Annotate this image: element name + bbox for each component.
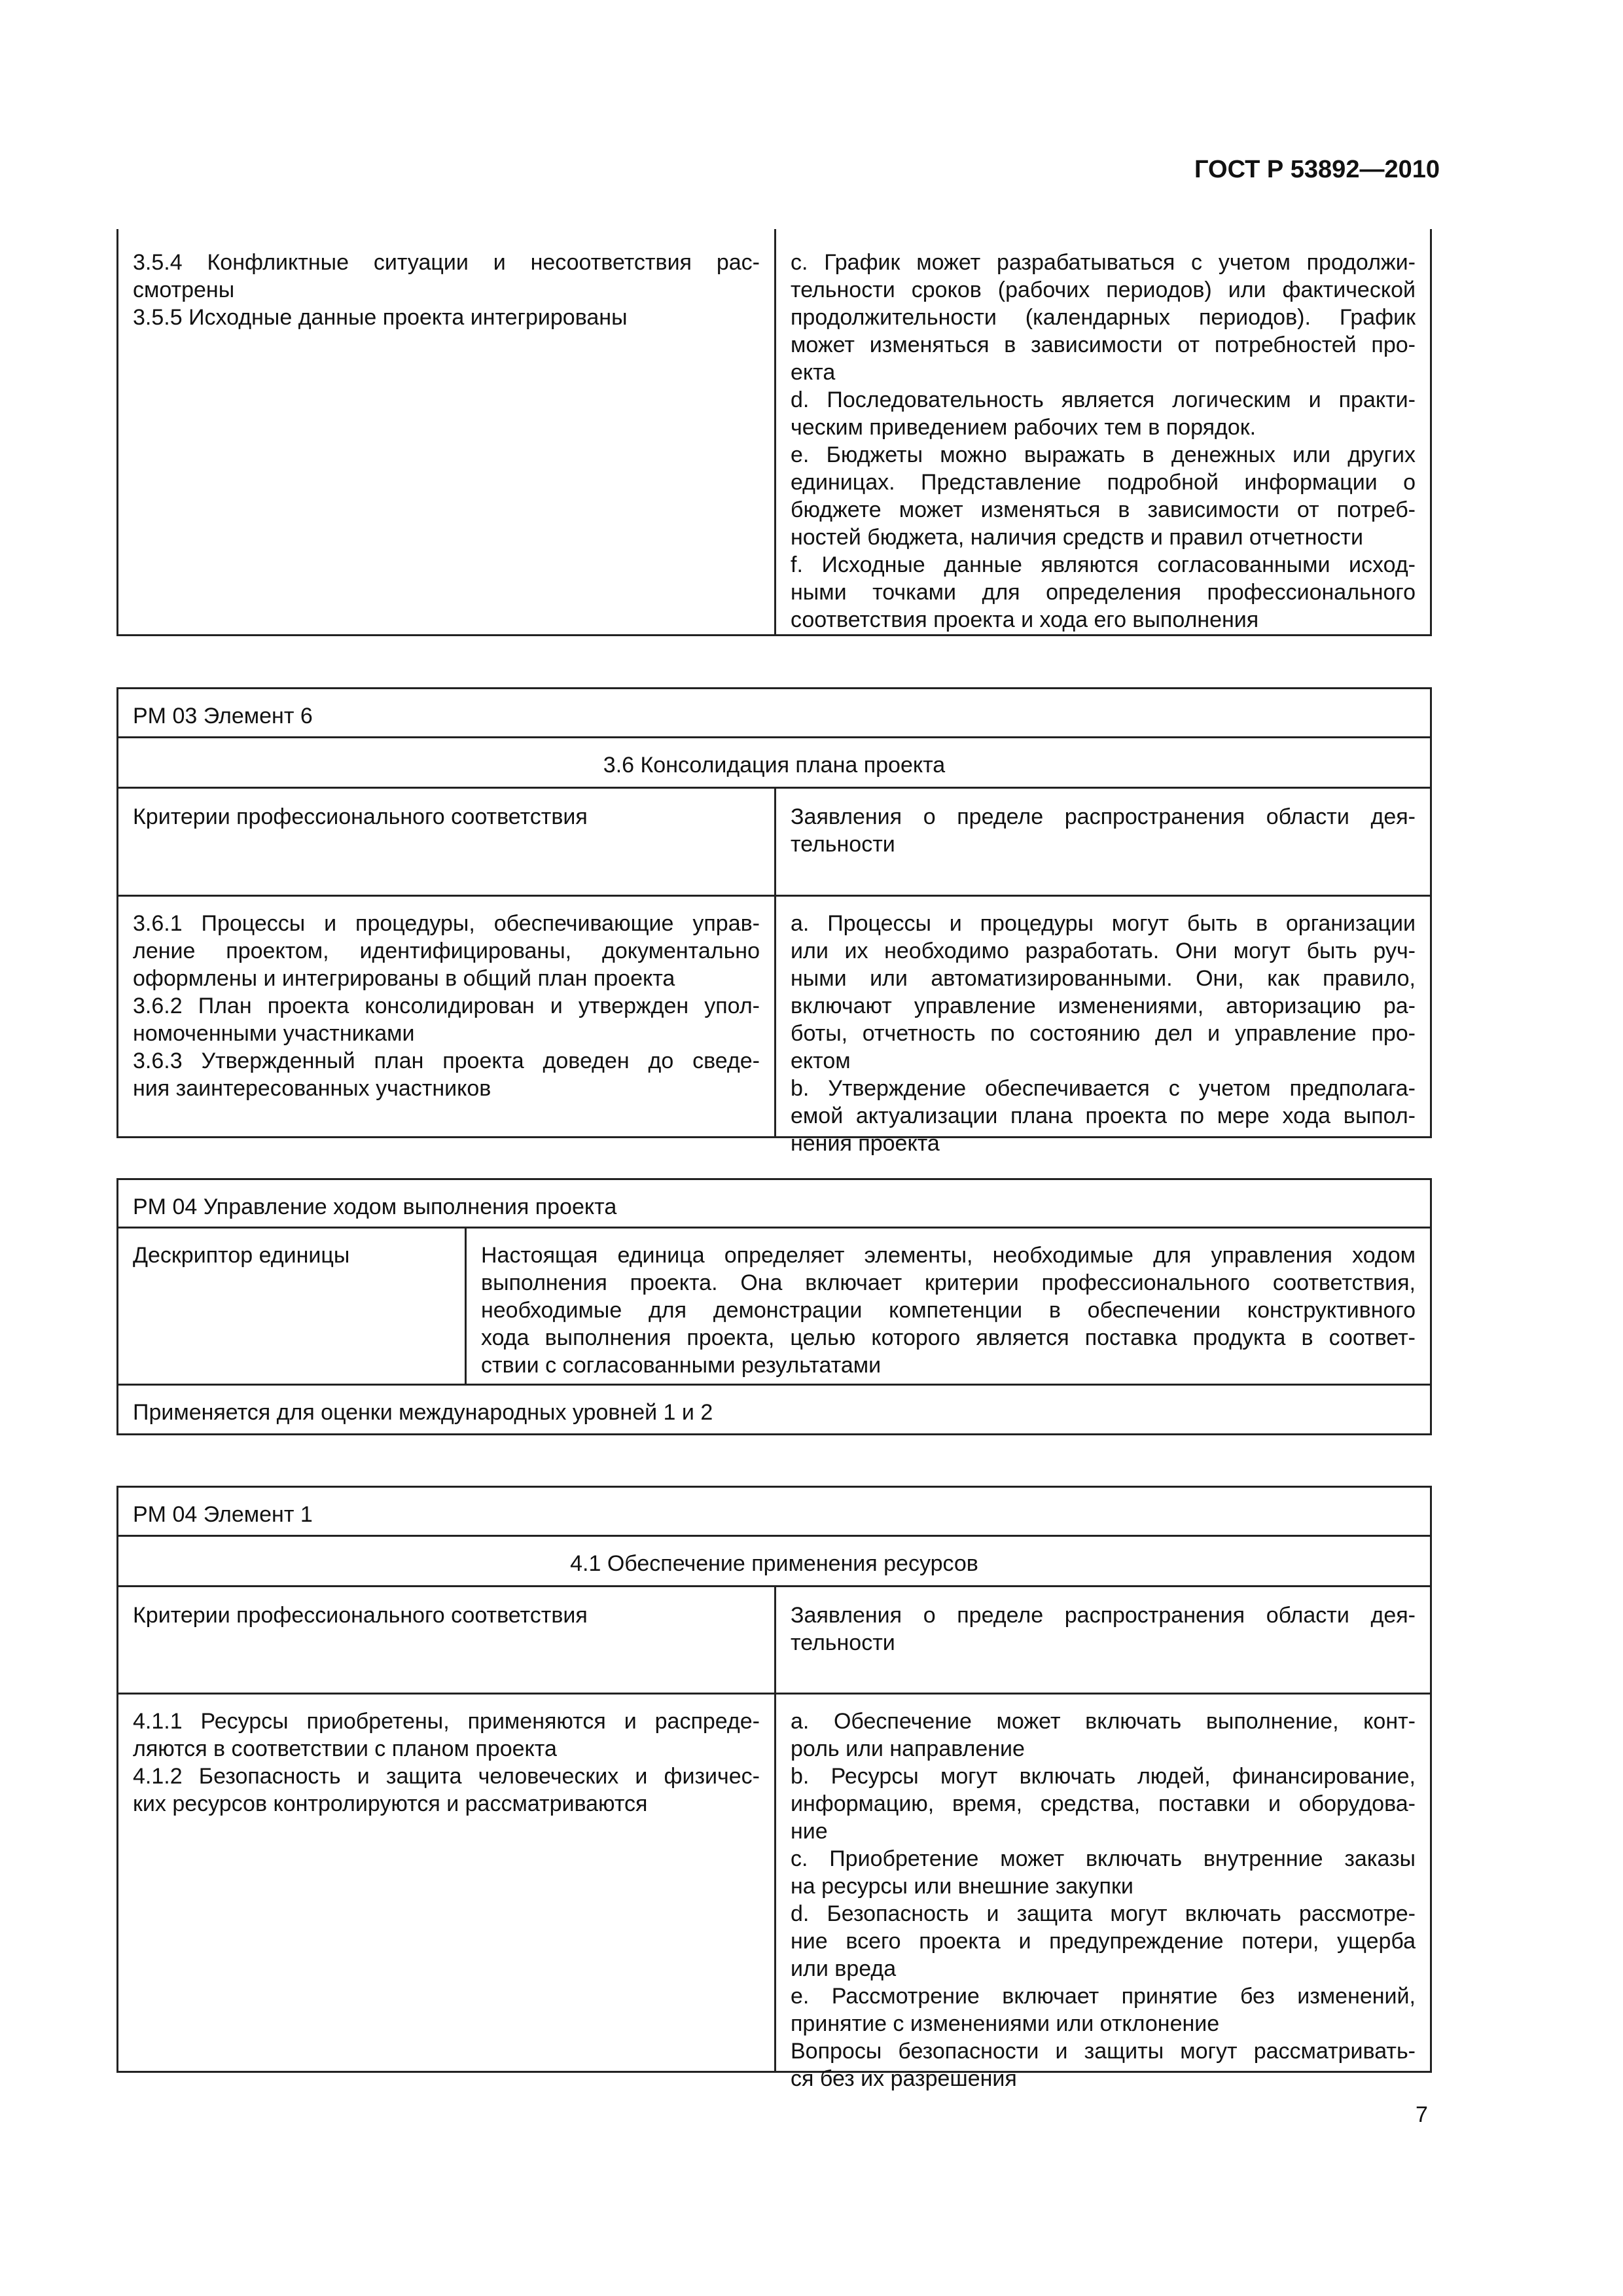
element-title-row xyxy=(116,687,1432,738)
text-line: ся без их разрешения xyxy=(791,2066,1017,2091)
scope-header-cell xyxy=(774,789,1432,897)
text-line: d. Последовательность является логическим и практи- xyxy=(791,387,1416,412)
text-line: необходимые для демонстрации компетенции в обеспечении конструктивного xyxy=(481,1298,1416,1323)
text-line: выполнения проекта. Она включает критерии профессионального соответствия, xyxy=(481,1270,1416,1295)
text-line: Заявления о пределе распространения области дея- xyxy=(791,1603,1416,1628)
criteria-header: Критерии профессионального соответствия xyxy=(133,804,588,829)
text-line: ляются в соответствии с планом проекта xyxy=(133,1736,557,1761)
text-line: 3.6.2 План проекта консолидирован и утвержден упол- xyxy=(133,994,760,1018)
text-line: ектом xyxy=(791,1049,851,1073)
unit-title: PM 04 Управление ходом выполнения проекта xyxy=(133,1194,617,1219)
criteria-header-cell xyxy=(116,1587,774,1695)
text-line: боты, отчетность по состоянию дел и управление про- xyxy=(791,1021,1416,1046)
text-line: принятие с изменениями или отклонение xyxy=(791,2011,1220,2036)
text-line: e. Рассмотрение включает принятие без изменений, xyxy=(791,1984,1416,2009)
scope-cell xyxy=(774,897,1432,1156)
element-subtitle-row xyxy=(116,1537,1432,1587)
text-line: 3.5.5 Исходные данные проекта интегрированы xyxy=(133,305,628,330)
text-line: ными или автоматизированными. Они, как правило, xyxy=(791,966,1416,991)
text-line: 4.1.2 Безопасность и защита человеческих и физичес- xyxy=(133,1764,760,1789)
text-line: Заявления о пределе распространения области дея- xyxy=(791,804,1416,829)
criteria-cell xyxy=(116,229,774,636)
element-subtitle: 4.1 Обеспечение применения ресурсов xyxy=(570,1551,978,1576)
text-line: или их необходимо разработать. Они могут быть руч- xyxy=(791,939,1416,963)
descriptor-label-cell xyxy=(116,1229,465,1386)
text-line: или вреда xyxy=(791,1956,897,1981)
text-line: бюджете может изменяться в зависимости от потреб- xyxy=(791,497,1416,522)
document-header: ГОСТ Р 53892—2010 xyxy=(1194,156,1440,183)
text-line: ными точками для определения профессионального xyxy=(791,580,1416,605)
descriptor-cell xyxy=(465,1229,1432,1386)
element-subtitle-row xyxy=(116,738,1432,789)
scope-header xyxy=(791,803,1416,858)
text-line: соответствия проекта и хода его выполнения xyxy=(791,607,1259,632)
element-title-row xyxy=(116,1486,1432,1537)
text-line: тельности сроков (рабочих периодов) или фактической xyxy=(791,278,1416,302)
text-line: ние всего проекта и предупреждение потери, ущерба xyxy=(791,1929,1416,1954)
criteria-text xyxy=(133,249,760,331)
scope-text xyxy=(791,1708,1416,2092)
scope-text xyxy=(791,910,1416,1157)
text-line: c. Приобретение может включать внутренние заказы xyxy=(791,1846,1416,1871)
text-line: e. Бюджеты можно выражать в денежных или других xyxy=(791,442,1416,467)
text-line: 3.6.3 Утвержденный план проекта доведен до сведе- xyxy=(133,1049,760,1073)
element-title: PM 03 Элемент 6 xyxy=(133,704,313,728)
descriptor-label: Дескриптор единицы xyxy=(133,1243,350,1268)
text-line: тельности xyxy=(791,832,895,857)
element-title: PM 04 Элемент 1 xyxy=(133,1502,313,1527)
scope-text xyxy=(791,249,1416,634)
criteria-header: Критерии профессионального соответствия xyxy=(133,1603,588,1628)
text-line: a. Процессы и процедуры могут быть в организации xyxy=(791,911,1416,936)
text-line: хода выполнения проекта, целью которого является поставка продукта в соответ- xyxy=(481,1325,1416,1350)
text-line: ностей бюджета, наличия средств и правил отчетности xyxy=(791,525,1363,550)
scope-header-cell xyxy=(774,1587,1432,1695)
text-line: екта xyxy=(791,360,836,385)
text-line: ние xyxy=(791,1819,828,1844)
text-line: может изменяться в зависимости от потребностей про- xyxy=(791,332,1416,357)
text-line: ление проектом, идентифицированы, документально xyxy=(133,939,760,963)
text-line: b. Ресурсы могут включать людей, финансирование, xyxy=(791,1764,1416,1789)
text-line: Настоящая единица определяет элементы, необходимые для управления ходом xyxy=(481,1243,1416,1268)
criteria-cell xyxy=(116,897,774,1138)
page-number: 7 xyxy=(1416,2102,1428,2127)
criteria-text xyxy=(133,1708,760,1818)
applies-text: Применяется для оценки международных уровней 1 и 2 xyxy=(133,1400,713,1425)
text-line: роль или направление xyxy=(791,1736,1025,1761)
text-line: ческим приведением рабочих тем в порядок. xyxy=(791,415,1257,440)
text-line: включают управление изменениями, авторизацию ра- xyxy=(791,994,1416,1018)
unit-title-row xyxy=(116,1178,1432,1229)
text-line: b. Утверждение обеспечивается с учетом предполага- xyxy=(791,1076,1416,1101)
criteria-header-cell xyxy=(116,789,774,897)
text-line: информацию, время, средства, поставки и оборудова- xyxy=(791,1791,1416,1816)
text-line: Вопросы безопасности и защиты могут рассматривать- xyxy=(791,2039,1416,2064)
scope-header xyxy=(791,1602,1416,1657)
text-line: ния заинтересованных участников xyxy=(133,1076,491,1101)
applies-row xyxy=(116,1386,1432,1435)
text-line: емой актуализации плана проекта по мере хода выпол- xyxy=(791,1103,1416,1128)
element-subtitle: 3.6 Консолидация плана проекта xyxy=(603,753,946,778)
text-line: d. Безопасность и защита могут включать рассмотре- xyxy=(791,1901,1416,1926)
text-line: ствии с согласованными результатами xyxy=(481,1353,882,1378)
criteria-text xyxy=(133,910,760,1102)
text-line: c. График может разрабатываться с учетом продолжи- xyxy=(791,250,1416,275)
continuation-table xyxy=(116,229,1432,636)
text-line: номоченными участниками xyxy=(133,1021,415,1046)
text-line: на ресурсы или внешние закупки xyxy=(791,1874,1133,1899)
text-line: смотрены xyxy=(133,278,235,302)
text-line: нения проекта xyxy=(791,1131,940,1156)
pm03-element6-table xyxy=(116,687,1432,1156)
text-line: единицах. Представление подробной информации о xyxy=(791,470,1416,495)
text-line: продолжительности (календарных периодов). График xyxy=(791,305,1416,330)
text-line: 3.5.4 Конфликтные ситуации и несоответствия рас- xyxy=(133,250,760,275)
text-line: 4.1.1 Ресурсы приобретены, применяются и распреде- xyxy=(133,1709,760,1734)
text-line: 3.6.1 Процессы и процедуры, обеспечивающие управ- xyxy=(133,911,760,936)
pm04-unit-table xyxy=(116,1178,1432,1435)
text-line: f. Исходные данные являются согласованными исход- xyxy=(791,552,1416,577)
text-line: ких ресурсов контролируются и рассматриваются xyxy=(133,1791,648,1816)
scope-cell xyxy=(774,229,1432,636)
criteria-cell xyxy=(116,1695,774,2073)
text-line: a. Обеспечение может включать выполнение, конт- xyxy=(791,1709,1416,1734)
scope-cell xyxy=(774,1695,1432,2091)
pm04-element1-table xyxy=(116,1486,1432,2091)
descriptor-text xyxy=(481,1242,1416,1379)
text-line: оформлены и интегрированы в общий план проекта xyxy=(133,966,675,991)
text-line: тельности xyxy=(791,1630,895,1655)
